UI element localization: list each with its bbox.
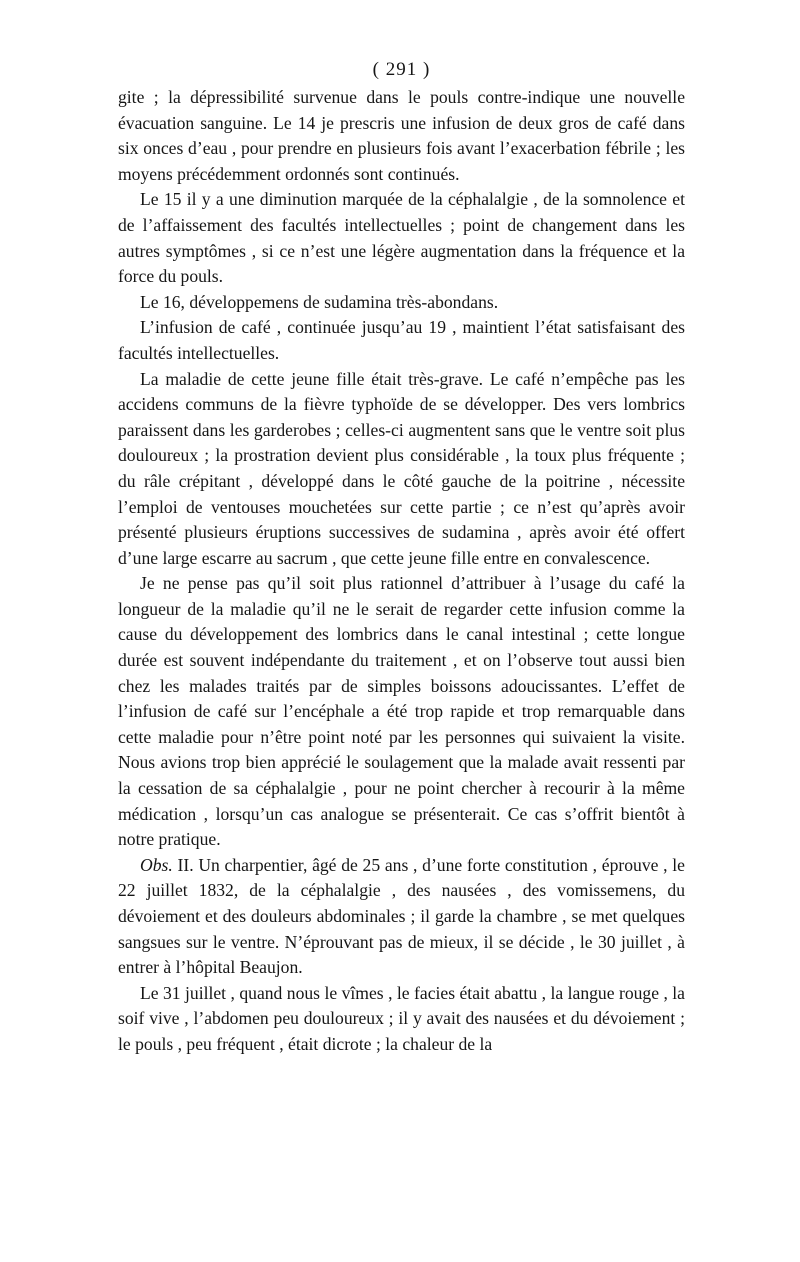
paragraph-day-16: Le 16, développemens de sudamina très-abondans. (140, 291, 499, 312)
observation-label: Obs. (140, 854, 173, 875)
page-number: ( 291 ) (372, 59, 431, 80)
paragraph-coffee-infusion: L’infusion de café , continuée jusqu’au 19 , maintient l’état satisfaisant des facultés intellectuelles. (118, 317, 685, 363)
paragraph-continuation: gite ; la dépressibilité survenue dans le pouls contre-indique une nouvelle évacuation sanguine. Le 14 je prescris une infusion de deux gros de café dans six onces d’eau , pour prendre en plusieurs fois avant l’exacerbation fébrile ; les moyens précédemment ordonnés sont continués. (118, 87, 685, 184)
paragraph-illness-severity: La maladie de cette jeune fille était très-grave. Le café n’empêche pas les accidens communs de la fièvre typhoïde de se développer. Des vers lombrics paraissent dans les garderobes ; celles-ci augmentent sans que le ventre soit plus douloureux ; la prostration devient plus considérable , la toux plus fréquente ; du râle crépitant , développé dans le côté gauche de la poitrine , nécessite l’emploi de ventouses mouchetées sur cette partie ; ce n’est qu’après avoir présenté plusieurs éruptions successives de sudamina , après avoir été offert d’une large escarre au sacrum , que cette jeune fille entre en convalescence. (118, 368, 685, 568)
paragraph-day-15: Le 15 il y a une diminution marquée de la céphalalgie , de la somnolence et de l’affaissement des facultés intellectuelles ; point de changement dans les autres symptômes , si ce n’est une légère augmentation dans la fréquence et la force du pouls. (118, 189, 685, 287)
paragraph-discussion: Je ne pense pas qu’il soit plus rationnel d’attribuer à l’usage du café la longueur de la maladie qu’il ne le serait de regarder cette infusion comme la cause du développement des lombrics dans le canal intestinal ; cette longue durée est souvent indépendante du traitement , et on l’observe tout aussi bien chez les malades traités par de simples boissons adoucissantes. L’effet de l’infusion de café sur l’encéphale a été trop rapide et trop remarquable dans cette maladie pour n’être point noté par les personnes qui suivaient la visite. Nous avions trop bien apprécié le soulagement que la malade avait ressenti par la cessation de sa céphalalgie , pour ne point chercher à recourir à la même médication , lorsqu’un cas analogue se présenterait. Ce cas s’offrit bientôt à notre pratique. (118, 573, 685, 850)
body-text (118, 85, 685, 1058)
paragraph-july-31: Le 31 juillet , quand nous le vîmes , le facies était abattu , la langue rouge , la soif vive , l’abdomen peu douloureux ; il y avait des nausées et du dévoiement ; le pouls , peu fréquent , était dicrote ; la chaleur de la (118, 982, 685, 1054)
observation-text: II. Un charpentier, âgé de 25 ans , d’une forte constitution , éprouve , le 22 juillet 1832, de la céphalalgie , des nausées , des vomissemens, du dévoiement et des douleurs abdominales ; il garde la chambre , se met quelques sangsues sur le ventre. N’éprouvant pas de mieux, il se décide , le 30 juillet , à entrer à l’hôpital Beaujon. (118, 854, 685, 978)
book-page (118, 58, 685, 1198)
paragraph-observation-2 (118, 853, 685, 981)
